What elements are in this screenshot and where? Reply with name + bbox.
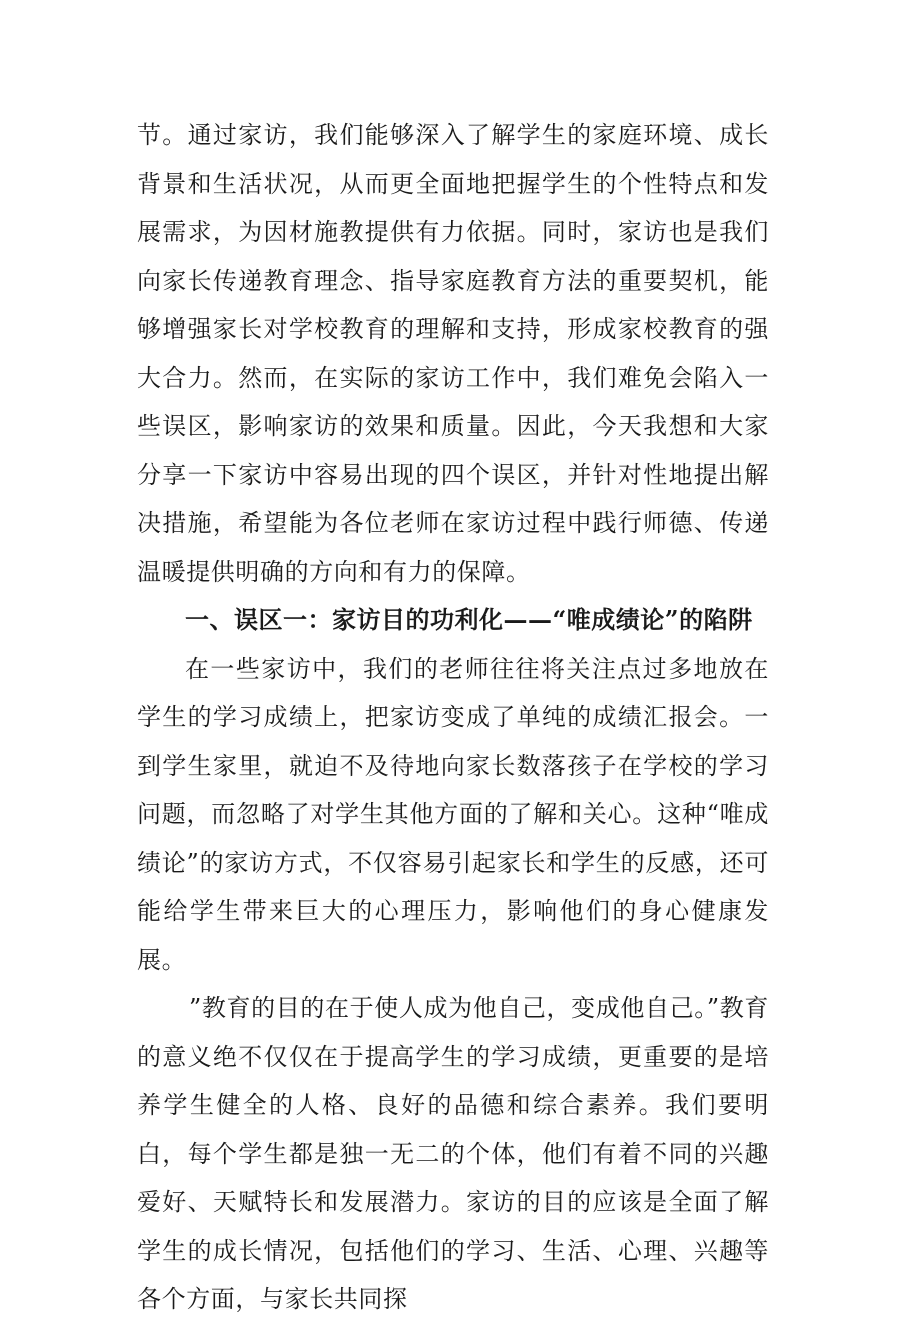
section-paragraph-1: 在一些家访中，我们的老师往往将关注点过多地放在学生的学习成绩上，把家访变成了单纯的成绩汇报会。一到学生家里，就迫不及待地向家长数落孩子在学校的学习问题，而忽略了对学生其他方面的了解和关心。这种“唯成绩论”的家访方式，不仅容易引起家长和学生的反感，还可能给学生带来巨大的心理压力，影响他们的身心健康发展。 [137,654,769,974]
section-paragraph-2: ”教育的目的在于使人成为他自己，变成他自己。”教育的意义绝不仅仅在于提高学生的学习成绩，更重要的是培养学生健全的人格、良好的品德和综合素养。我们要明白，每个学生都是独一无二的个体，他们有着不同的兴趣爱好、天赋特长和发展潜力。家访的目的应该是全面了解学生的成长情况，包括他们的学习、生活、心理、兴趣等各个方面，与家长共同探 [137,994,769,1313]
document-body [137,111,769,1324]
intro-paragraph: 节。通过家访，我们能够深入了解学生的家庭环境、成长背景和生活状况，从而更全面地把握学生的个性特点和发展需求，为因材施教提供有力依据。同时，家访也是我们向家长传递教育理念、指导家庭教育方法的重要契机，能够增强家长对学校教育的理解和支持，形成家校教育的强大合力。然而，在实际的家访工作中，我们难免会陷入一些误区，影响家访的效果和质量。因此，今天我想和大家分享一下家访中容易出现的四个误区，并针对性地提出解决措施，希望能为各位老师在家访过程中践行师德、传递温暖提供明确的方向和有力的保障。 [137,121,769,586]
section-heading: 一、误区一：家访目的功利化——“唯成绩论”的陷阱 [185,605,753,634]
